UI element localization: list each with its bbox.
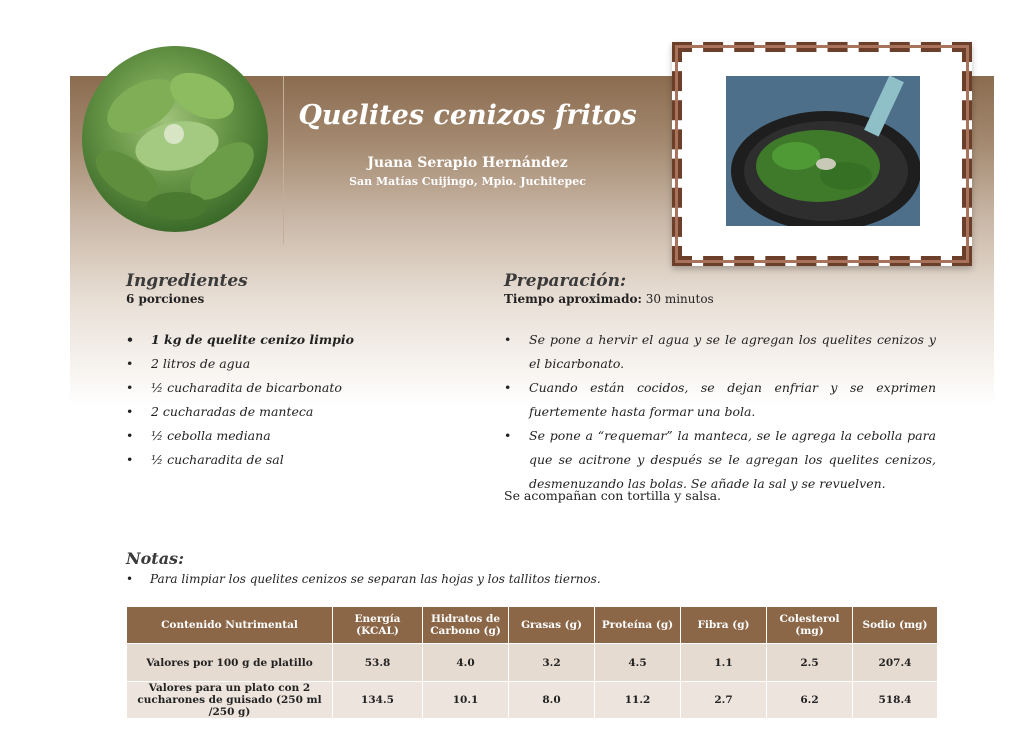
header-divider — [283, 76, 284, 244]
column-header: Grasas (g) — [509, 607, 595, 644]
servings: 6 porciones — [126, 292, 205, 306]
column-header: Colesterol (mg) — [767, 607, 853, 644]
nutrition-table — [126, 606, 938, 719]
row-label: Valores para un plato con 2 cucharones de guisado (250 ml /250 g) — [127, 682, 333, 719]
preparation-heading: Preparación: — [504, 271, 627, 291]
column-header: Hidratos de Carbono (g) — [423, 607, 509, 644]
table-cell: 518.4 — [853, 682, 938, 719]
ingredient-item: • 2 cucharadas de manteca — [126, 400, 456, 424]
prep-step: • Se pone a “requemar” la manteca, se le agrega la cebolla para que se acitrone y después se le agregan los quelites cenizos, desmenuzando las bolas. Se añade la sal y se revuelven. — [504, 424, 936, 496]
row-label: Valores por 100 g de platillo — [127, 644, 333, 682]
ingredients-heading: Ingredientes — [126, 271, 248, 291]
table-cell: 1.1 — [681, 644, 767, 682]
ingredient-item: • ½ cebolla mediana — [126, 424, 456, 448]
table-cell: 53.8 — [333, 644, 423, 682]
quelite-plant-photo — [82, 46, 268, 232]
table-cell: 207.4 — [853, 644, 938, 682]
ingredient-item: • ½ cucharadita de bicarbonato — [126, 376, 456, 400]
column-header: Fibra (g) — [681, 607, 767, 644]
table-cell: 2.5 — [767, 644, 853, 682]
ingredients-list — [126, 328, 456, 472]
note-text: Para limpiar los quelites cenizos se separan las hojas y los tallitos tiernos. — [150, 572, 601, 586]
table-cell: 8.0 — [509, 682, 595, 719]
preparation-steps — [504, 328, 936, 496]
serving-note: Se acompañan con tortilla y salsa. — [504, 488, 722, 503]
recipe-author: Juana Serapio Hernández — [367, 155, 568, 171]
table-cell: 11.2 — [595, 682, 681, 719]
table-row — [127, 682, 938, 719]
notes-heading: Notas: — [126, 549, 184, 568]
table-cell: 10.1 — [423, 682, 509, 719]
note-item — [126, 572, 601, 586]
column-header: Sodio (mg) — [853, 607, 938, 644]
recipe-location: San Matías Cuijingo, Mpio. Juchitepec — [349, 175, 586, 188]
bullet-icon: • — [126, 572, 134, 586]
prep-time — [504, 292, 714, 306]
recipe-title: Quelites cenizos fritos — [298, 100, 637, 131]
table-cell: 134.5 — [333, 682, 423, 719]
frying-pan-photo — [726, 76, 920, 226]
table-row — [127, 644, 938, 682]
table-cell: 4.5 — [595, 644, 681, 682]
column-header: Proteína (g) — [595, 607, 681, 644]
table-cell: 2.7 — [681, 682, 767, 719]
ingredient-item: • ½ cucharadita de sal — [126, 448, 456, 472]
column-header: Energía (KCAL) — [333, 607, 423, 644]
prep-time-value: 30 minutos — [645, 292, 714, 306]
table-cell: 4.0 — [423, 644, 509, 682]
prep-time-label: Tiempo aproximado: — [504, 292, 642, 306]
ingredient-item: • 1 kg de quelite cenizo limpio — [126, 328, 456, 352]
table-cell: 3.2 — [509, 644, 595, 682]
column-header: Contenido Nutrimental — [127, 607, 333, 644]
table-cell: 6.2 — [767, 682, 853, 719]
table-header-row — [127, 607, 938, 644]
prep-step: • Cuando están cocidos, se dejan enfriar y se exprimen fuertemente hasta formar una bola. — [504, 376, 936, 424]
prep-step: • Se pone a hervir el agua y se le agregan los quelites cenizos y el bicarbonato. — [504, 328, 936, 376]
ingredient-item: • 2 litros de agua — [126, 352, 456, 376]
